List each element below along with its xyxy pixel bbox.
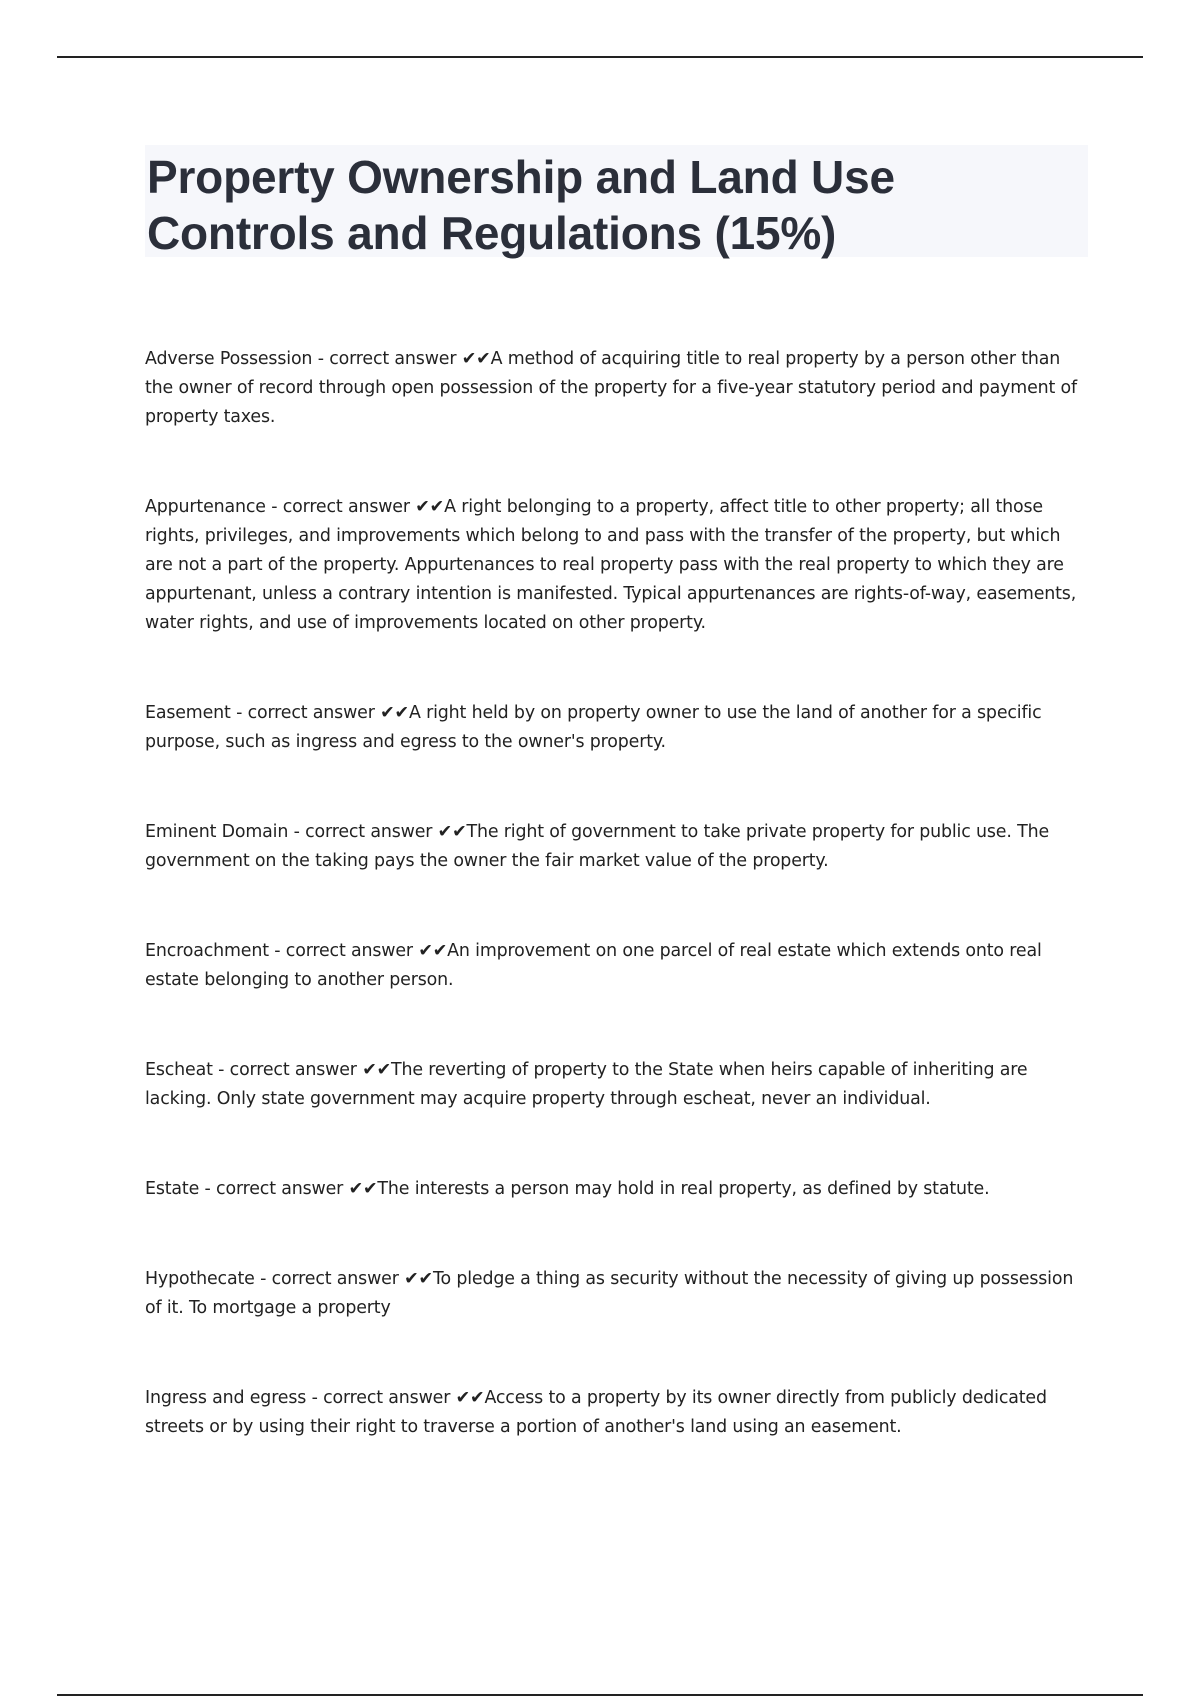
- flashcard-list: [145, 345, 1090, 1503]
- title-banner: [145, 145, 1088, 257]
- term: Encroachment: [145, 941, 269, 961]
- term: Ingress and egress: [145, 1388, 307, 1408]
- check-mark-icon: ✔✔: [362, 1060, 392, 1080]
- term: Appurtenance: [145, 497, 266, 517]
- answer-label: correct answer: [305, 822, 433, 842]
- check-mark-icon: ✔✔: [404, 1269, 433, 1289]
- term: Estate: [145, 1179, 200, 1199]
- list-item: [145, 937, 1090, 995]
- term: Eminent Domain: [145, 822, 289, 842]
- list-item: [145, 345, 1090, 432]
- check-mark-icon: ✔✔: [348, 1179, 378, 1199]
- answer-label: correct answer: [247, 703, 375, 723]
- definition: To pledge a thing as security without the necessity of giving up possession of it. To mortgage a property: [145, 1269, 1074, 1318]
- separator: -: [306, 1388, 324, 1408]
- bottom-divider: [57, 1694, 1143, 1696]
- page-title: Property Ownership and Land Use Controls and Regulations (15%): [147, 151, 895, 259]
- list-item: [145, 1265, 1090, 1323]
- check-mark-icon: ✔✔: [455, 1388, 485, 1408]
- definition: The reverting of property to the State when heirs capable of inheriting are lacking. Only state government may acquire property through escheat, never an individual.: [145, 1060, 1028, 1109]
- answer-label: correct answer: [282, 497, 410, 517]
- answer-label: correct answer: [216, 1179, 344, 1199]
- list-item: [145, 818, 1090, 876]
- definition: A right belonging to a property, affect title to other property; all those rights, privileges, and improvements which belong to and pass with the transfer of the property, but which are not a part of the property. Appurtenances to real property pass with the real property to which they are appurtenant, unless a contrary intention is manifested. Typical appurtenances are rights-of-way, easements, water rights, and use of improvements located on other property.: [145, 497, 1077, 633]
- answer-label: correct answer: [271, 1269, 399, 1289]
- definition: The interests a person may hold in real property, as defined by statute.: [377, 1179, 990, 1199]
- separator: -: [230, 703, 248, 723]
- list-item: [145, 1384, 1090, 1442]
- separator: -: [199, 1179, 217, 1199]
- list-item: [145, 1056, 1090, 1114]
- check-mark-icon: ✔✔: [380, 703, 409, 723]
- separator: -: [265, 497, 283, 517]
- answer-label: correct answer: [323, 1388, 451, 1408]
- definition: A right held by on property owner to use the land of another for a specific purpose, such as ingress and egress to the owner's property.: [145, 703, 1042, 752]
- term: Hypothecate: [145, 1269, 255, 1289]
- separator: -: [312, 349, 330, 369]
- separator: -: [288, 822, 306, 842]
- list-item: [145, 1175, 1090, 1204]
- answer-label: correct answer: [329, 349, 457, 369]
- separator: -: [268, 941, 286, 961]
- definition: An improvement on one parcel of real estate which extends onto real estate belonging to another person.: [145, 941, 1042, 990]
- check-mark-icon: ✔✔: [415, 497, 445, 517]
- list-item: [145, 699, 1090, 757]
- top-divider: [57, 56, 1143, 58]
- separator: -: [212, 1060, 230, 1080]
- definition: The right of government to take private property for public use. The government on the taking pays the owner the fair market value of the property.: [145, 822, 1049, 871]
- check-mark-icon: ✔✔: [437, 822, 467, 842]
- term: Easement: [145, 703, 231, 723]
- definition: Access to a property by its owner directly from publicly dedicated streets or by using their right to traverse a portion of another's land using an easement.: [145, 1388, 1047, 1437]
- separator: -: [254, 1269, 272, 1289]
- check-mark-icon: ✔✔: [418, 941, 448, 961]
- term: Adverse Possession: [145, 349, 313, 369]
- list-item: [145, 493, 1090, 638]
- answer-label: correct answer: [285, 941, 413, 961]
- term: Escheat: [145, 1060, 213, 1080]
- check-mark-icon: ✔✔: [461, 349, 491, 369]
- definition: A method of acquiring title to real property by a person other than the owner of record through open possession of the property for a five-year statutory period and payment of property taxes.: [145, 349, 1078, 427]
- answer-label: correct answer: [229, 1060, 357, 1080]
